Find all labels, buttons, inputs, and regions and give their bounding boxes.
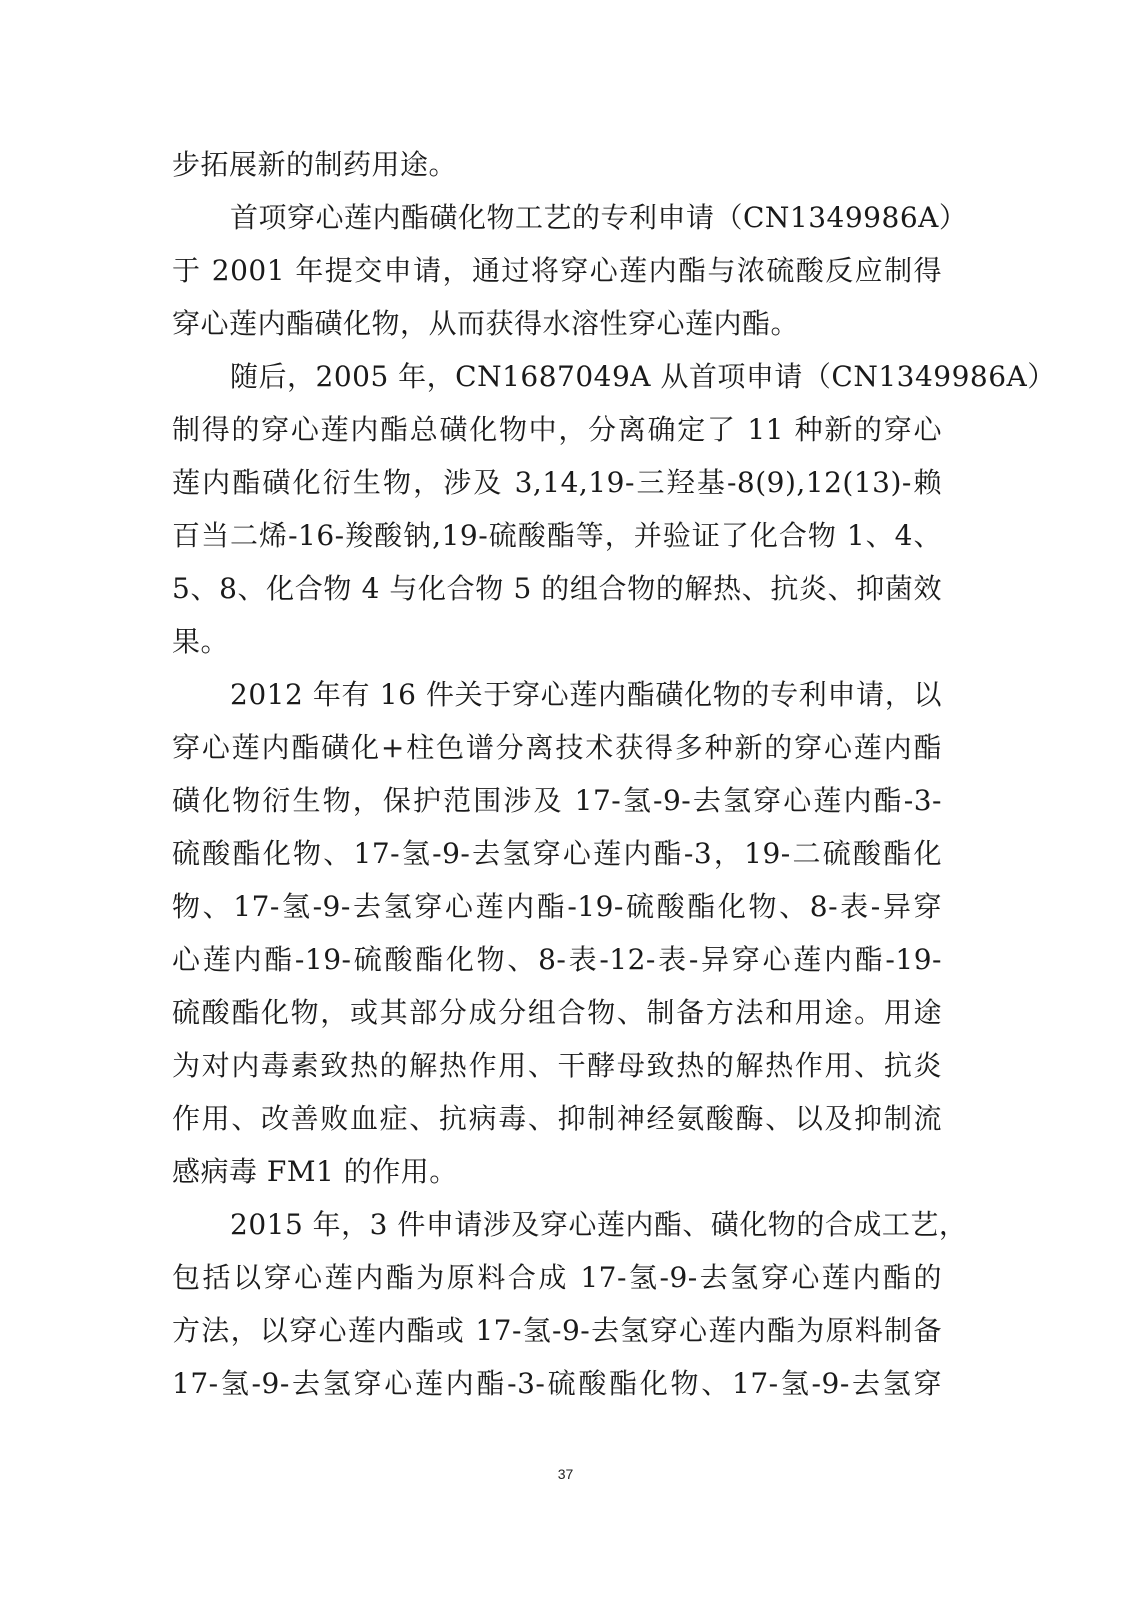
text-line: 方法，以穿心莲内酯或 17-氢-9-去氢穿心莲内酯为原料制备 xyxy=(172,1314,942,1347)
text-line: 于 2001 年提交申请，通过将穿心莲内酯与浓硫酸反应制得 xyxy=(172,254,942,287)
text-line: 穿心莲内酯磺化+柱色谱分离技术获得多种新的穿心莲内酯 xyxy=(172,731,942,764)
paragraph-first-line: 首项穿心莲内酯磺化物工艺的专利申请（CN1349986A） xyxy=(230,201,968,234)
paragraph-first-line: 随后，2005 年，CN1687049A 从首项申请（CN1349986A） xyxy=(230,360,1056,393)
text-line: 5、8、化合物 4 与化合物 5 的组合物的解热、抗炎、抑菌效 xyxy=(172,572,942,605)
text-line: 为对内毒素致热的解热作用、干酵母致热的解热作用、抗炎 xyxy=(172,1049,942,1082)
text-line: 硫酸酯化物，或其部分成分组合物、制备方法和用途。用途 xyxy=(172,996,942,1029)
paragraph-first-line: 2012 年有 16 件关于穿心莲内酯磺化物的专利申请，以 xyxy=(230,678,942,711)
text-line: 17-氢-9-去氢穿心莲内酯-3-硫酸酯化物、17-氢-9-去氢穿 xyxy=(172,1367,942,1400)
text-line: 莲内酯磺化衍生物，涉及 3,14,19-三羟基-8(9),12(13)-赖 xyxy=(172,466,942,499)
text-line: 作用、改善败血症、抗病毒、抑制神经氨酸酶、以及抑制流 xyxy=(172,1102,942,1135)
text-line: 步拓展新的制药用途。 xyxy=(172,148,458,181)
page-number: 37 xyxy=(557,1466,574,1482)
text-line: 硫酸酯化物、17-氢-9-去氢穿心莲内酯-3，19-二硫酸酯化 xyxy=(172,837,942,870)
paragraph-first-line: 2015 年，3 件申请涉及穿心莲内酯、磺化物的合成工艺， xyxy=(230,1208,968,1241)
text-line: 包括以穿心莲内酯为原料合成 17-氢-9-去氢穿心莲内酯的 xyxy=(172,1261,942,1294)
text-line: 果。 xyxy=(172,625,230,658)
text-line: 磺化物衍生物，保护范围涉及 17-氢-9-去氢穿心莲内酯-3- xyxy=(172,784,942,817)
text-line: 感病毒 FM1 的作用。 xyxy=(172,1155,458,1188)
text-line: 制得的穿心莲内酯总磺化物中，分离确定了 11 种新的穿心 xyxy=(172,413,942,446)
text-line: 物、17-氢-9-去氢穿心莲内酯-19-硫酸酯化物、8-表-异穿 xyxy=(172,890,942,923)
text-line: 心莲内酯-19-硫酸酯化物、8-表-12-表-异穿心莲内酯-19- xyxy=(172,943,942,976)
text-line: 穿心莲内酯磺化物，从而获得水溶性穿心莲内酯。 xyxy=(172,307,800,340)
text-line: 百当二烯-16-羧酸钠,19-硫酸酯等，并验证了化合物 1、4、 xyxy=(172,519,942,552)
